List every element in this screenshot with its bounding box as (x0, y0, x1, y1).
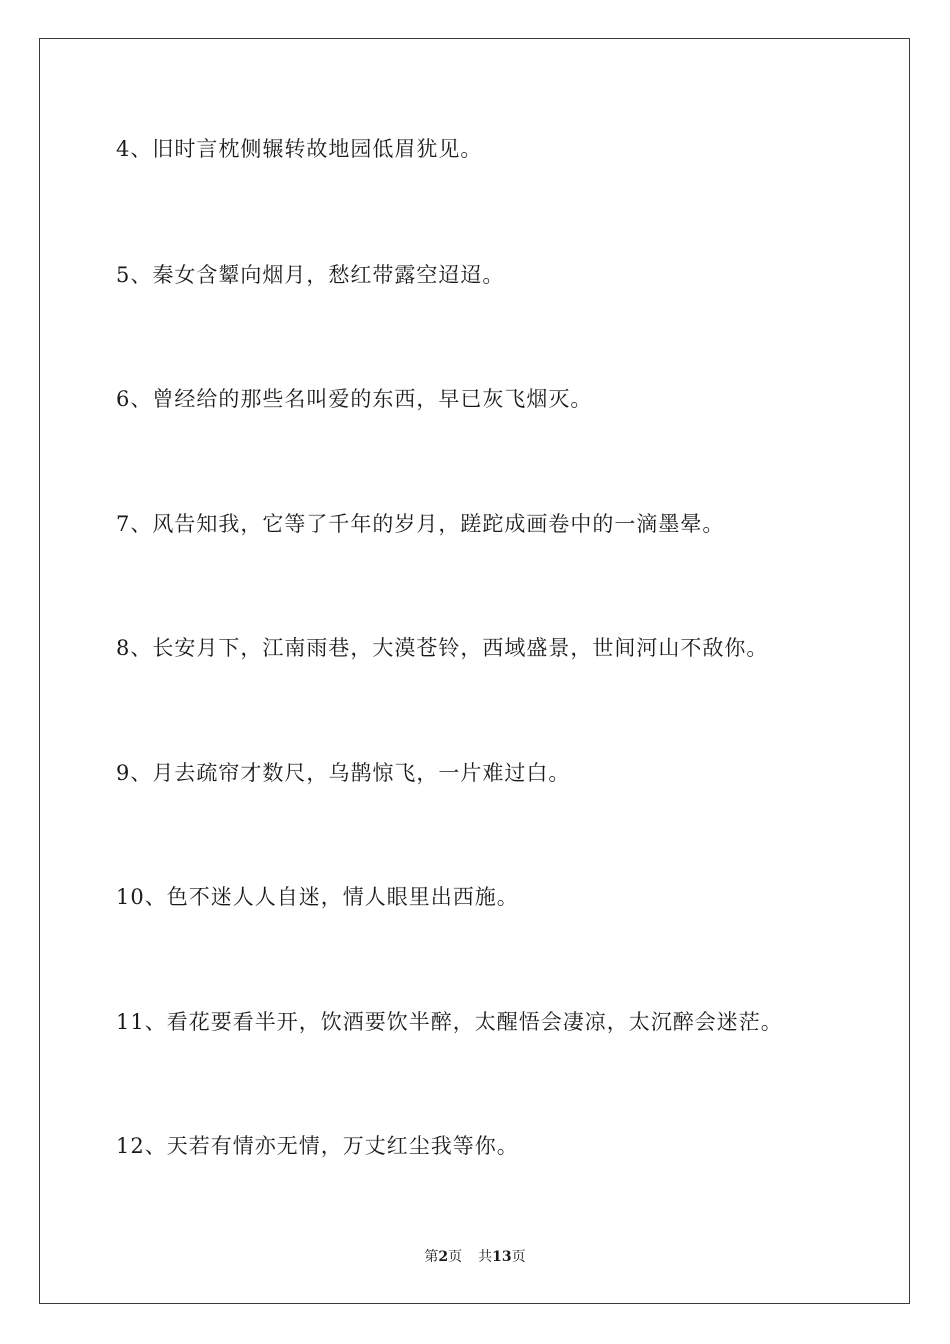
quote-line-8: 8、长安月下，江南雨巷，大漠苍铃，西域盛景，世间河山不敌你。 (116, 636, 769, 660)
quote-line-10: 10、色不迷人人自迷，情人眼里出西施。 (116, 885, 519, 909)
quote-line-11: 11、看花要看半开，饮酒要饮半醉，太醒悟会凄凉，太沉醉会迷茫。 (116, 1010, 783, 1034)
total-pages: 13 (492, 1249, 512, 1265)
page-suffix: 页 (448, 1249, 463, 1265)
page-footer (0, 1248, 950, 1266)
quote-line-9: 9、月去疏帘才数尺，乌鹊惊飞，一片难过白。 (116, 761, 571, 785)
quote-line-7: 7、风告知我，它等了千年的岁月，蹉跎成画卷中的一滴墨晕。 (116, 512, 725, 536)
quote-line-5: 5、秦女含颦向烟月，愁红带露空迢迢。 (116, 263, 505, 287)
quote-line-4: 4、旧时言枕侧辗转故地园低眉犹见。 (116, 137, 483, 161)
page-prefix: 第 (424, 1249, 439, 1265)
total-suffix: 页 (511, 1249, 526, 1265)
total-prefix: 共 (478, 1249, 493, 1265)
quote-line-6: 6、曾经给的那些名叫爱的东西，早已灰飞烟灭。 (116, 387, 593, 411)
page-border (39, 38, 910, 1304)
quote-line-12: 12、天若有情亦无情，万丈红尘我等你。 (116, 1134, 519, 1158)
page-number: 2 (438, 1249, 449, 1265)
